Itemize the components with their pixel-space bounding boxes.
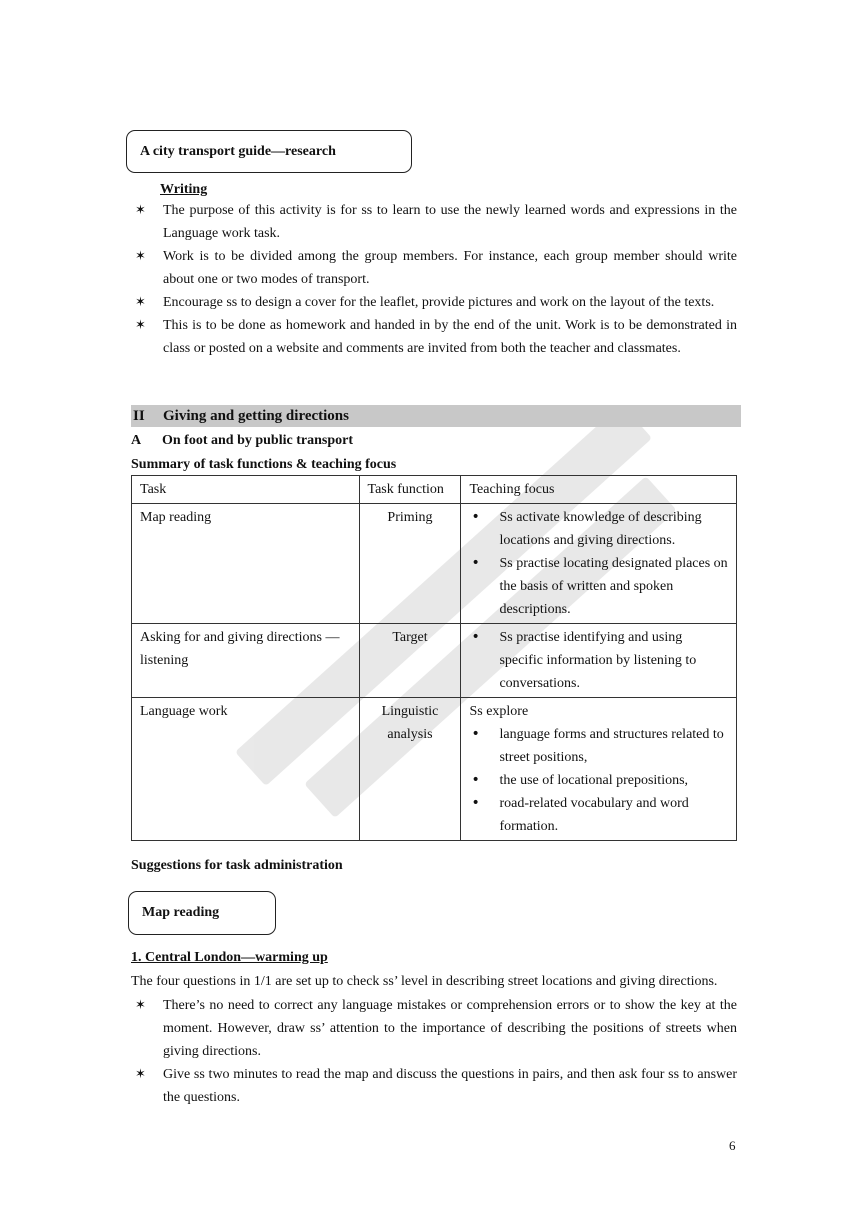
table-header-row [132,476,737,504]
section-number: II [133,408,145,424]
task-cell: Map reading [132,504,360,624]
list-item-text: the use of locational prepositions, [499,773,689,788]
page-number: 6 [729,1138,736,1153]
list-item-text: This is to be done as homework and handed in by the end of the unit. Work is to be demonstrated in class or posted on a website and comments are invited from both the teacher and classmates. [163,318,737,356]
list-item-text: Ss practise locating designated places on the basis of written and spoken descriptions. [499,556,728,617]
list-item-text: Encourage ss to design a cover for the leaflet, provide pictures and work on the layout of the texts. [163,295,715,310]
list-item-text: Ss practise identifying and using specific information by listening to conversations. [499,630,697,691]
list-item-text: There’s no need to correct any language mistakes or comprehension errors or to show the key at the moment. However, draw ss’ attention to the importance of describing the positions of streets when giving directions. [163,998,737,1059]
suggestions-heading: Suggestions for task administration [131,858,343,873]
section-box-map-reading-text: Map reading [142,905,220,920]
star-bullet-icon: ✶ [135,203,146,218]
list-item [469,626,728,695]
section-box-title-text: A city transport guide—research [140,143,336,159]
task-cell: Asking for and giving directions —listening [132,624,360,698]
dot-bullet-icon: • [471,555,480,571]
dot-bullet-icon: • [471,772,480,788]
list-item [469,552,728,621]
teaching-focus-cell [461,504,737,624]
writing-heading: Writing [160,182,208,197]
star-bullet-icon: ✶ [135,249,146,264]
dot-bullet-icon: • [471,795,480,811]
star-bullet-icon: ✶ [135,318,146,333]
teaching-focus-list [469,723,728,838]
subsection-heading [131,431,353,451]
task-function-cell: Priming [359,504,461,624]
list-item [131,994,737,1063]
subsection-letter: A [131,433,142,448]
star-bullet-icon: ✶ [135,295,146,310]
task-function-cell: Linguistic analysis [359,698,461,841]
task-cell: Language work [132,698,360,841]
list-item-text: Ss activate knowledge of describing locations and giving directions. [499,510,702,548]
list-item-text: Give ss two minutes to read the map and discuss the questions in pairs, and then ask four ss to answer the questions. [163,1067,737,1105]
section-heading [131,405,741,427]
list-item [469,723,728,769]
list-item-text: Work is to be divided among the group members. For instance, each group member should write about one or two modes of transport. [163,249,737,287]
list-item [131,199,737,245]
star-bullet-icon: ✶ [135,1067,146,1082]
list-item [469,506,728,552]
teaching-focus-list [469,626,728,695]
list-item [131,314,737,360]
table-row [132,624,737,698]
central-london-bullet-list [131,994,737,1109]
star-bullet-icon: ✶ [135,998,146,1013]
task-summary-table [131,475,737,841]
list-item [131,245,737,291]
teaching-focus-intro: Ss explore [469,704,529,719]
writing-bullet-list [131,199,737,360]
teaching-focus-cell [461,624,737,698]
dot-bullet-icon: • [471,509,480,525]
subsection-title: On foot and by public transport [162,433,353,448]
list-item-text: road-related vocabulary and word formation. [499,796,689,834]
central-london-intro: The four questions in 1/1 are set up to check ss’ level in describing street locations and giving directions. [131,974,718,989]
table-row [132,698,737,841]
teaching-focus-list [469,506,728,621]
table-header-cell: Teaching focus [461,476,737,504]
section-title: Giving and getting directions [163,408,349,424]
table-header-cell: Task function [359,476,461,504]
section-box-title [126,130,412,173]
list-item [131,1063,737,1109]
task-function-cell: Target [359,624,461,698]
section-box-map-reading [128,891,276,935]
dot-bullet-icon: • [471,629,480,645]
table-header-cell: Task [132,476,360,504]
list-item-text: language forms and structures related to street positions, [499,727,724,765]
list-item [469,769,728,792]
list-item-text: The purpose of this activity is for ss to learn to use the newly learned words and expressions in the Language work task. [163,203,737,241]
table-row [132,504,737,624]
list-item [469,792,728,838]
summary-heading: Summary of task functions & teaching focus [131,457,397,472]
dot-bullet-icon: • [471,726,480,742]
teaching-focus-cell [461,698,737,841]
list-item [131,291,737,314]
central-london-heading: 1. Central London—warming up [131,950,328,965]
